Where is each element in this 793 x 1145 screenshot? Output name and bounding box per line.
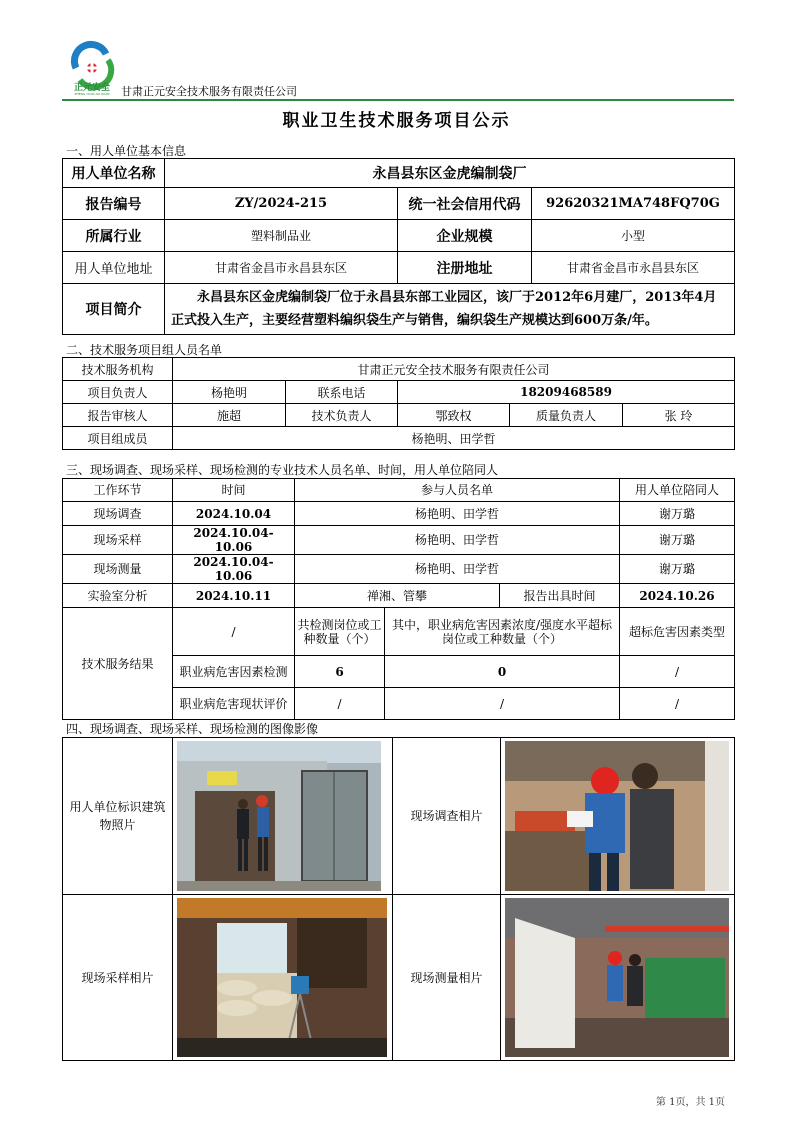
fieldwork-table bbox=[62, 478, 735, 720]
result-exceed: 0 bbox=[385, 656, 620, 688]
team-table bbox=[62, 357, 735, 450]
agency-label: 技术服务机构 bbox=[63, 358, 173, 381]
stage-header: 工作环节 bbox=[63, 479, 173, 502]
intro-label: 项目简介 bbox=[63, 284, 165, 335]
logo-text: 正元安全 bbox=[73, 83, 111, 93]
survey-photo-label: 现场调查相片 bbox=[393, 738, 501, 895]
result-exceed: / bbox=[385, 688, 620, 720]
members: 杨艳明、田学哲 bbox=[173, 427, 735, 450]
result-item: 职业病危害现状评价 bbox=[173, 688, 295, 720]
photo-table bbox=[62, 737, 735, 1061]
scale-label: 企业规模 bbox=[398, 220, 532, 252]
table-row bbox=[63, 526, 735, 555]
result-type-header: 超标危害因素类型 bbox=[620, 608, 735, 656]
escort: 谢万璐 bbox=[620, 502, 735, 526]
tech-lead-label: 技术负责人 bbox=[286, 404, 398, 427]
sampling-photo-label: 现场采样相片 bbox=[63, 895, 173, 1061]
scale: 小型 bbox=[532, 220, 735, 252]
escort-header: 用人单位陪同人 bbox=[620, 479, 735, 502]
reg-address-label: 注册地址 bbox=[398, 252, 532, 284]
report-no: ZY/2024-215 bbox=[165, 188, 398, 220]
phone-label: 联系电话 bbox=[286, 381, 398, 404]
stage: 现场采样 bbox=[63, 526, 173, 555]
result-exceed-header: 其中，职业病危害因素浓度/强度水平超标岗位或工种数量（个） bbox=[385, 608, 620, 656]
industry: 塑料制品业 bbox=[165, 220, 398, 252]
building-photo bbox=[177, 741, 388, 891]
reviewer-label: 报告审核人 bbox=[63, 404, 173, 427]
measure-photo-label: 现场测量相片 bbox=[393, 895, 501, 1061]
time: 2024.10.04-10.06 bbox=[173, 555, 295, 584]
survey-photo bbox=[505, 741, 730, 891]
result-count: / bbox=[295, 688, 385, 720]
building-photo-label: 用人单位标识建筑物照片 bbox=[63, 738, 173, 895]
tech-lead: 鄂致权 bbox=[398, 404, 510, 427]
agency: 甘肃正元安全技术服务有限责任公司 bbox=[173, 358, 735, 381]
reviewer: 施超 bbox=[173, 404, 286, 427]
quality-lead-label: 质量负责人 bbox=[510, 404, 623, 427]
leader: 杨艳明 bbox=[173, 381, 286, 404]
result-item: 职业病危害因素检测 bbox=[173, 656, 295, 688]
section2-heading: 二、技术服务项目组人员名单 bbox=[66, 343, 223, 357]
result-type: / bbox=[620, 688, 735, 720]
phone: 18209468589 bbox=[398, 381, 735, 404]
result-count: 6 bbox=[295, 656, 385, 688]
lab-staff: 禅湘、管攀 bbox=[295, 584, 500, 608]
quality-lead: 张 玲 bbox=[623, 404, 735, 427]
project-intro: 永昌县东区金虎编制袋厂位于永昌县东部工业园区，该厂于2012年6月建厂，2013年4月正式投入生产，主要经营塑料编织袋生产与销售，编织袋生产规模达到600万条/年。 bbox=[165, 284, 735, 335]
result-col0: / bbox=[173, 608, 295, 656]
table-row bbox=[63, 555, 735, 584]
reg-address: 甘肃省金昌市永昌县东区 bbox=[532, 252, 735, 284]
staff: 杨艳明、田学哲 bbox=[295, 526, 620, 555]
unit-name: 永昌县东区金虎编制袋厂 bbox=[165, 159, 735, 188]
report-no-label: 报告编号 bbox=[63, 188, 165, 220]
measure-photo bbox=[505, 898, 730, 1057]
lab-stage: 实验室分析 bbox=[63, 584, 173, 608]
result-type: / bbox=[620, 656, 735, 688]
result-label: 技术服务结果 bbox=[63, 608, 173, 720]
company-logo bbox=[66, 40, 118, 96]
address: 甘肃省金昌市永昌县东区 bbox=[165, 252, 398, 284]
credit-code: 92620321MA748FQ70G bbox=[532, 188, 735, 220]
page-number: 第 1页，共 1页 bbox=[655, 1097, 725, 1108]
table-row bbox=[63, 502, 735, 526]
unit-info-table bbox=[62, 158, 735, 335]
unit-name-label: 用人单位名称 bbox=[63, 159, 165, 188]
company-name: 甘肃正元安全技术服务有限责任公司 bbox=[121, 85, 297, 98]
escort: 谢万璐 bbox=[620, 526, 735, 555]
report-time-label: 报告出具时间 bbox=[500, 584, 620, 608]
lab-row bbox=[63, 584, 735, 608]
report-time: 2024.10.26 bbox=[620, 584, 735, 608]
staff-header: 参与人员名单 bbox=[295, 479, 620, 502]
staff: 杨艳明、田学哲 bbox=[295, 502, 620, 526]
result-count-header: 共检测岗位或工种数量（个） bbox=[295, 608, 385, 656]
escort: 谢万璐 bbox=[620, 555, 735, 584]
stage: 现场测量 bbox=[63, 555, 173, 584]
logo-subtext: ZHENG YUAN AN QUAN bbox=[74, 92, 110, 96]
time: 2024.10.04-10.06 bbox=[173, 526, 295, 555]
staff: 杨艳明、田学哲 bbox=[295, 555, 620, 584]
stage: 现场调查 bbox=[63, 502, 173, 526]
leader-label: 项目负责人 bbox=[63, 381, 173, 404]
time: 2024.10.04 bbox=[173, 502, 295, 526]
credit-code-label: 统一社会信用代码 bbox=[398, 188, 532, 220]
lab-time: 2024.10.11 bbox=[173, 584, 295, 608]
section4-heading: 四、现场调查、现场采样、现场检测的图像影像 bbox=[66, 722, 319, 736]
industry-label: 所属行业 bbox=[63, 220, 165, 252]
section1-heading: 一、用人单位基本信息 bbox=[66, 144, 187, 158]
time-header: 时间 bbox=[173, 479, 295, 502]
section3-heading: 三、现场调查、现场采样、现场检测的专业技术人员名单、时间，用人单位陪同人 bbox=[66, 463, 499, 477]
address-label: 用人单位地址 bbox=[63, 252, 165, 284]
document-title: 职业卫生技术服务项目公示 bbox=[282, 111, 511, 131]
header-divider bbox=[62, 99, 734, 101]
members-label: 项目组成员 bbox=[63, 427, 173, 450]
sampling-photo bbox=[177, 898, 388, 1057]
